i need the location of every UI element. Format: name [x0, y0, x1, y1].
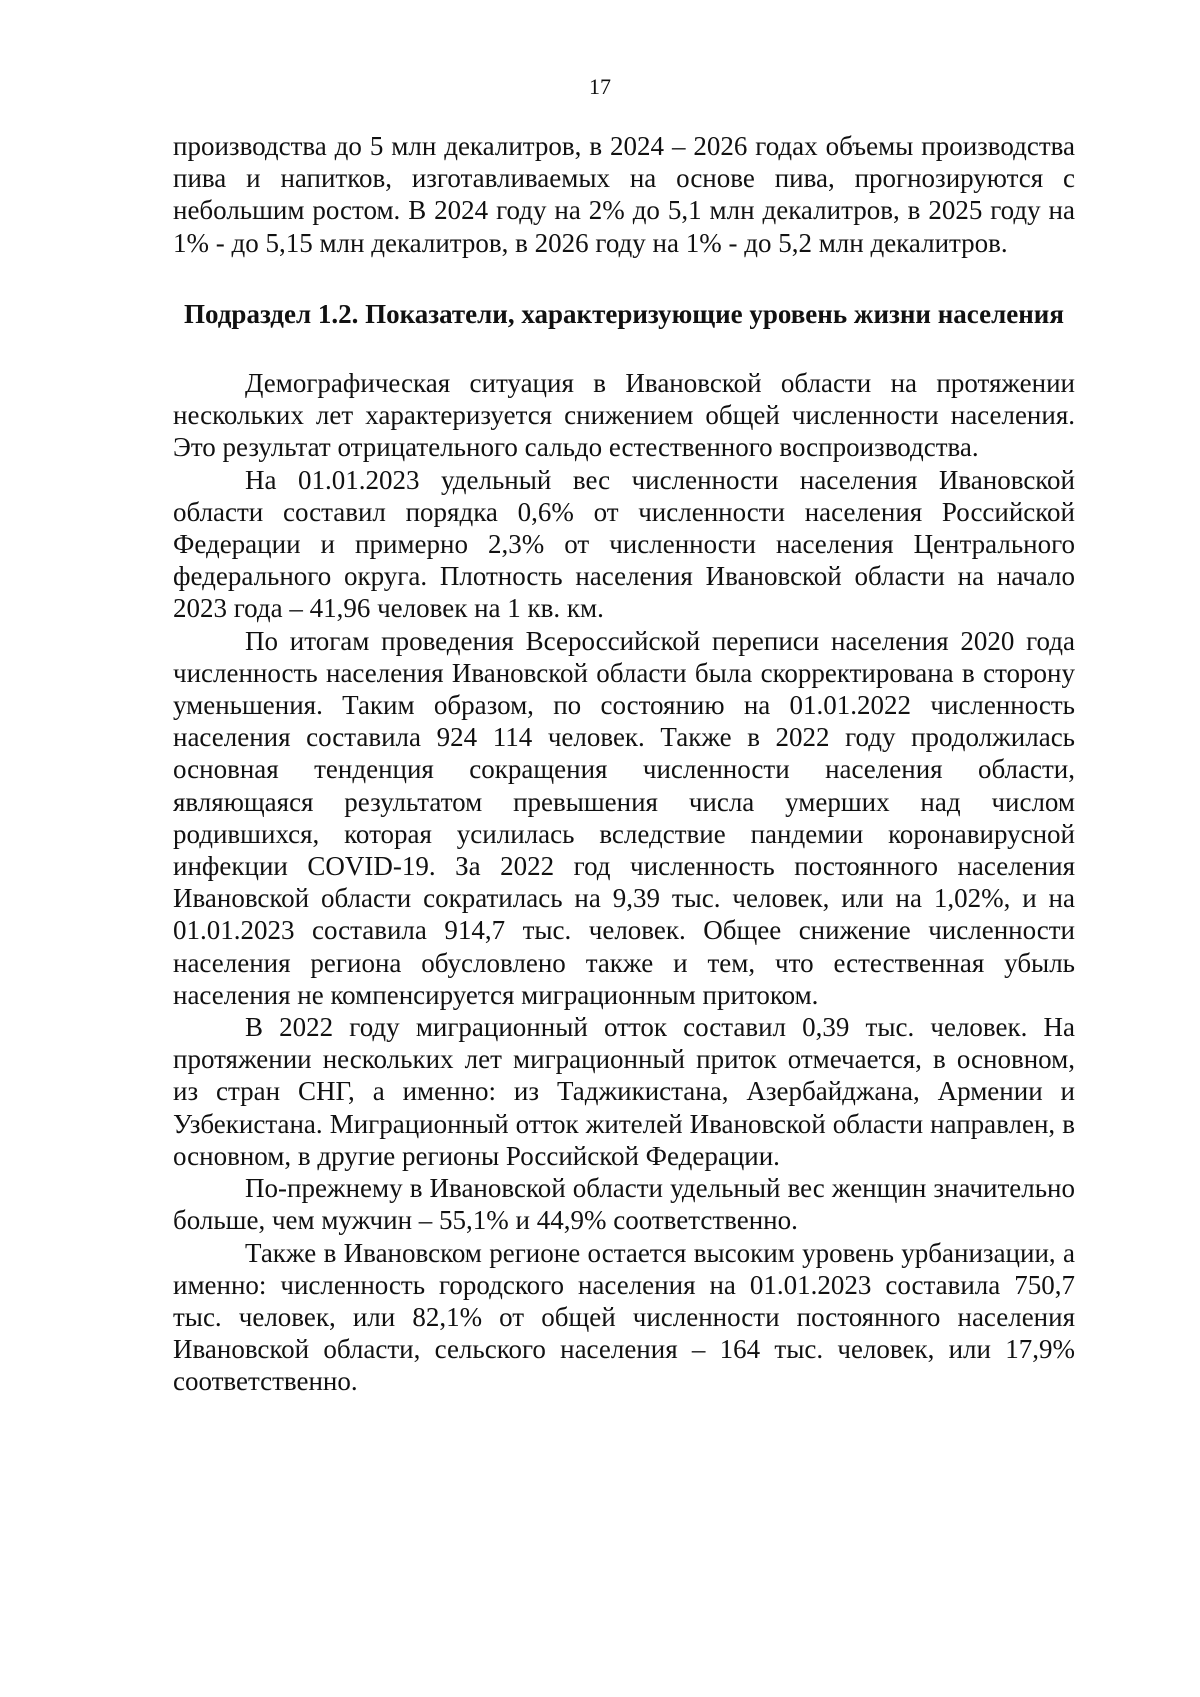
paragraph-continuation: производства до 5 млн декалитров, в 2024 – 2026 годах объемы производства пива и напитков, изготавливаемых на основе пива, прогнозируются с небольшим ростом. В 2024 году на 2% до 5,1 млн декалитров, в 2025 году на 1% - до 5,15 млн декалитров, в 2026 году на 1% - до 5,2 млн декалитров. [173, 131, 1075, 258]
document-body [173, 130, 1075, 1398]
section-heading: Подраздел 1.2. Показатели, характеризующие уровень жизни населения [184, 298, 1064, 329]
paragraph-population-share: На 01.01.2023 удельный вес численности населения Ивановской области составил порядка 0,6% от численности населения Российской Федерации и примерно 2,3% от численности населения Центрального федерального округа. Плотность населения Ивановской области на начало 2023 года – 41,96 человек на 1 кв. км. [173, 464, 1075, 624]
paragraph-urbanization: Также в Ивановском регионе остается высоким уровень урбанизации, а именно: численность городского населения на 01.01.2023 составила 750,7 тыс. человек, или 82,1% от общей численности постоянного населения Ивановской области, сельского населения – 164 тыс. человек, или 17,9% соответственно. [173, 1237, 1075, 1397]
paragraph-census: По итогам проведения Всероссийской переписи населения 2020 года численность населения Ивановской области была скорректирована в сторону уменьшения. Таким образом, по состоянию на 01.01.2022 численность населения составила 924 114 человек. Также в 2022 году продолжилась основная тенденция сокращения численности населения области, являющаяся результатом превышения числа умерших над числом родившихся, которая усилилась вследствие пандемии коронавирусной инфекции COVID-19. За 2022 год численность постоянного населения Ивановской области сократилась на 9,39 тыс. человек, или на 1,02%, и на 01.01.2023 составила 914,7 тыс. человек. Общее снижение численности населения региона обусловлено также и тем, что естественная убыль населения не компенсируется миграционным притоком. [173, 625, 1075, 1010]
paragraph-migration: В 2022 году миграционный отток составил 0,39 тыс. человек. На протяжении нескольких лет миграционный приток отмечается, в основном, из стран СНГ, а именно: из Таджикистана, Азербайджана, Армении и Узбекистана. Миграционный отток жителей Ивановской области направлен, в основном, в другие регионы Российской Федерации. [173, 1012, 1075, 1171]
paragraph-demography: Демографическая ситуация в Ивановской области на протяжении нескольких лет характеризуется снижением общей численности населения. Это результат отрицательного сальдо естественного воспроизводства. [173, 368, 1075, 463]
paragraph-gender: По-прежнему в Ивановской области удельный вес женщин значительно больше, чем мужчин – 55,1% и 44,9% соответственно. [173, 1173, 1075, 1236]
page-number: 17 [589, 74, 611, 99]
